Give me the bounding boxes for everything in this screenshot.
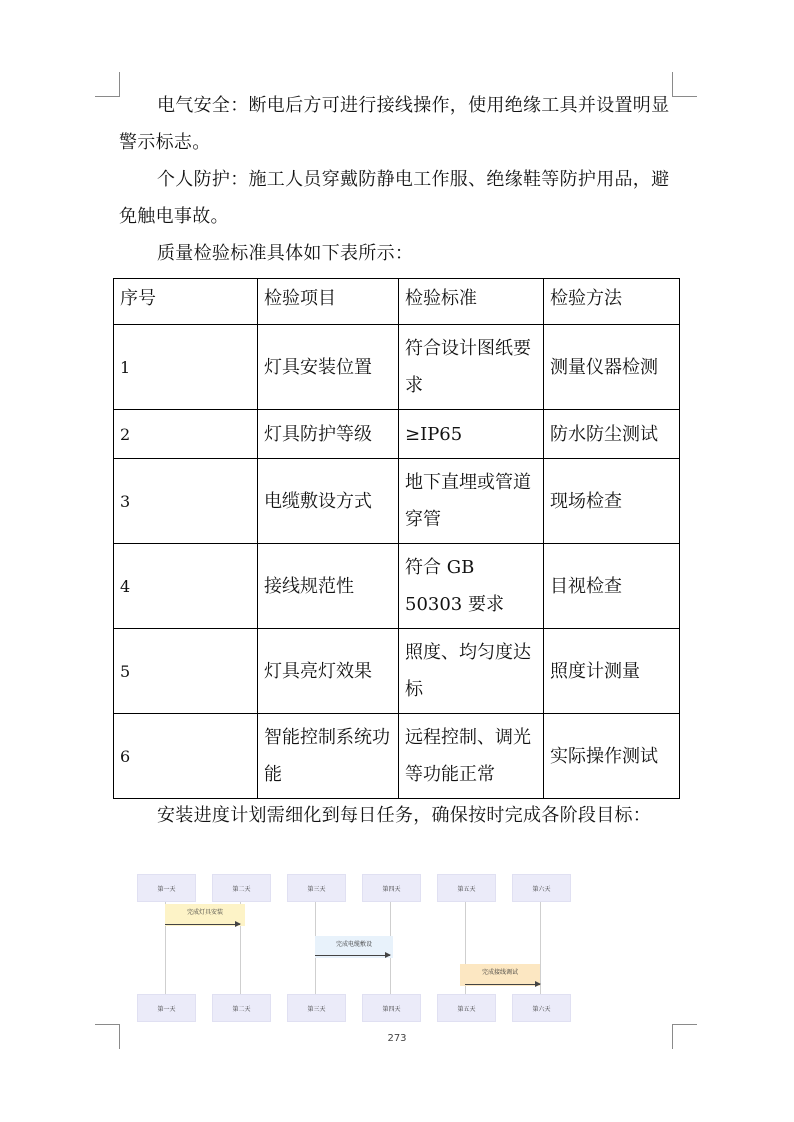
header-method: 检验方法 (544, 279, 680, 325)
actor-day-6-bottom: 第六天 (512, 994, 571, 1022)
table-row (114, 410, 680, 459)
actor-day-3-bottom: 第三天 (287, 994, 346, 1022)
table-row (114, 544, 680, 629)
cell-standard: ≥IP65 (399, 410, 544, 459)
actor-day-1-bottom: 第一天 (137, 994, 196, 1022)
cell-seq: 1 (114, 325, 258, 410)
cell-standard: 远程控制、调光等功能正常 (399, 714, 544, 799)
paragraph-quality-intro: 质量检验标准具体如下表所示： (157, 243, 414, 264)
cell-item: 接线规范性 (258, 544, 399, 629)
cell-method: 实际操作测试 (544, 714, 680, 799)
table-header-row (114, 279, 680, 325)
actor-day-4-top: 第四天 (362, 874, 421, 902)
cell-seq: 6 (114, 714, 258, 799)
crop-mark-top-right (672, 72, 697, 97)
note-install-lights: 完成灯具安装 (165, 904, 245, 926)
header-seq: 序号 (114, 279, 258, 325)
header-item: 检验项目 (258, 279, 399, 325)
cell-method: 现场检查 (544, 459, 680, 544)
paragraph-schedule-intro: 安装进度计划需细化到每日任务，确保按时完成各阶段目标： (157, 805, 652, 826)
cell-method: 照度计测量 (544, 629, 680, 714)
table-row (114, 714, 680, 799)
crop-mark-top-left (95, 72, 120, 97)
cell-item: 灯具防护等级 (258, 410, 399, 459)
cell-seq: 3 (114, 459, 258, 544)
page-number: 273 (387, 1033, 407, 1044)
cell-standard: 符合 GB 50303 要求 (399, 544, 544, 629)
header-standard: 检验标准 (399, 279, 544, 325)
paragraph-electrical-safety: 电气安全：断电后方可进行接线操作，使用绝缘工具并设置明显警示标志。 (119, 95, 670, 153)
actor-day-5-top: 第五天 (437, 874, 496, 902)
table-row (114, 325, 680, 410)
actor-day-3-top: 第三天 (287, 874, 346, 902)
cell-item: 电缆敷设方式 (258, 459, 399, 544)
cell-item: 智能控制系统功能 (258, 714, 399, 799)
cell-standard: 符合设计图纸要求 (399, 325, 544, 410)
actor-day-4-bottom: 第四天 (362, 994, 421, 1022)
cell-standard: 照度、均匀度达标 (399, 629, 544, 714)
cell-seq: 4 (114, 544, 258, 629)
cell-method: 目视检查 (544, 544, 680, 629)
cell-item: 灯具安装位置 (258, 325, 399, 410)
table-row (114, 459, 680, 544)
actor-day-6-top: 第六天 (512, 874, 571, 902)
lifeline-day-6 (540, 900, 541, 994)
arrow-day1-to-day2 (165, 924, 240, 925)
cell-item: 灯具亮灯效果 (258, 629, 399, 714)
cell-seq: 2 (114, 410, 258, 459)
actor-day-1-top: 第一天 (137, 874, 196, 902)
note-lay-cables: 完成电缆敷设 (315, 936, 393, 958)
note-wiring-debug: 完成接线调试 (460, 964, 540, 986)
cell-method: 防水防尘测试 (544, 410, 680, 459)
cell-method: 测量仪器检测 (544, 325, 680, 410)
schedule-sequence-diagram (130, 868, 580, 1028)
cell-seq: 5 (114, 629, 258, 714)
arrow-day3-to-day4 (315, 955, 390, 956)
quality-inspection-table (113, 278, 680, 799)
table-row (114, 629, 680, 714)
actor-day-5-bottom: 第五天 (437, 994, 496, 1022)
cell-standard: 地下直埋或管道穿管 (399, 459, 544, 544)
actor-day-2-bottom: 第二天 (212, 994, 271, 1022)
actor-day-2-top: 第二天 (212, 874, 271, 902)
arrow-day5-to-day6 (465, 984, 540, 985)
paragraph-personal-protection: 个人防护：施工人员穿戴防静电工作服、绝缘鞋等防护用品，避免触电事故。 (119, 169, 670, 227)
